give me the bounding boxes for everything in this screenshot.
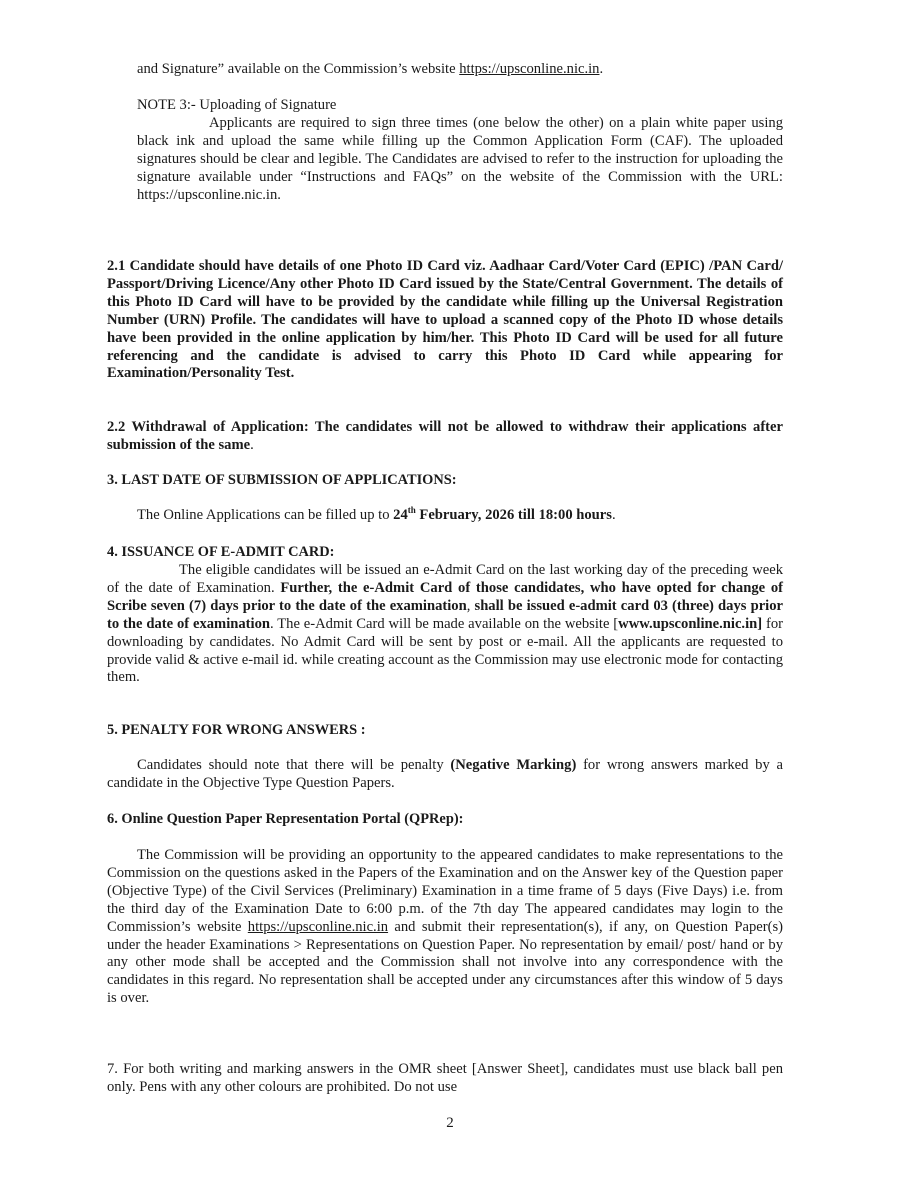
admit-card-website-link[interactable]: www.upsconline.nic.in] xyxy=(618,615,763,632)
note3-title: NOTE 3:- Uploading of Signature xyxy=(137,97,337,113)
negative-marking-text: (Negative Marking) xyxy=(450,757,577,773)
page-number: 2 xyxy=(446,1115,454,1131)
section-2-2-end: . xyxy=(250,436,254,453)
section-4-bold-2: shall be issued e-admit card 03 (three) days prior to the date of examination xyxy=(107,597,784,632)
note3-body: Applicants are required to sign three times (one below the other) on a plain white paper using black ink and upload the same while filling up the Common Application Form (CAF). The uploaded signatures should be clear and legible. The Candidates are advised to refer to the instruction for uploading the signature available under “Instructions and FAQs” on the website of the Commission with the URL: https://upsconline.nic.in. xyxy=(137,115,783,203)
section-6-paragraph xyxy=(107,847,783,1008)
section-6-text-after: and submit their representation(s), if any, on Question Paper(s) under the header Examinations > Representations on Question Paper. No representation by email/ post/ hand or by any other mode shall be accepted and the Commission shall not involve into any correspondence with the candidates in this regard. No representation shall be accepted under any circumstances after this window of 5 days is over. xyxy=(107,918,783,1007)
section-4-paragraph xyxy=(107,562,783,687)
section-3-paragraph xyxy=(137,507,783,525)
section-5-text-before: Candidates should note that there will be penalty xyxy=(137,757,451,773)
section-3-heading: 3. LAST DATE OF SUBMISSION OF APPLICATIONS: xyxy=(107,472,457,488)
section-4-text-2: , xyxy=(466,597,475,614)
section-2-2-text: 2.2 Withdrawal of Application: The candidates will not be allowed to withdraw their applications after submission of the same xyxy=(107,419,783,453)
continuation-paragraph xyxy=(137,61,783,79)
continuation-text: and Signature” available on the Commission’s website xyxy=(137,61,460,77)
section-5-heading: 5. PENALTY FOR WRONG ANSWERS : xyxy=(107,722,366,738)
section-6-heading: 6. Online Question Paper Representation Portal (QPRep): xyxy=(107,811,464,827)
section-4-heading: 4. ISSUANCE OF E-ADMIT CARD: xyxy=(107,544,335,560)
qprep-website-link[interactable]: https://upsconline.nic.in xyxy=(247,918,389,935)
continuation-end: . xyxy=(599,61,604,77)
section-2-2-paragraph xyxy=(107,419,783,455)
deadline-day-suffix: th xyxy=(407,505,416,516)
deadline-date: February, 2026 till 18:00 hours xyxy=(415,507,612,523)
section-5-paragraph xyxy=(107,757,783,793)
upsconline-link[interactable]: https://upsconline.nic.in xyxy=(459,61,600,77)
section-5-text-after: for wrong answers marked by a candidate in the Objective Type Question Papers. xyxy=(107,757,783,791)
section-4-bold-1: Further, the e-Admit Card of those candidates, who have opted for change of Scribe seven (7) days prior to the date of the examination xyxy=(107,579,783,614)
deadline-day: 24 xyxy=(393,507,408,523)
section-4-text-3: . The e-Admit Card will be made available on the website [ xyxy=(270,615,619,632)
section-2-1-paragraph: 2.1 Candidate should have details of one Photo ID Card viz. Aadhaar Card/Voter Card (EPIC) /PAN Card/ Passport/Driving Licence/Any other Photo ID Card issued by the State/Central Government. The details of this Photo ID Card will have to be provided by the candidate while filling up the Universal Registration Number (URN) Profile. The candidates will have to upload a scanned copy of the Photo ID whose details have been provided in the online application by him/her. This Photo ID Card will be used for all future referencing and the candidate is advised to carry this Photo ID Card while appearing for Examination/Personality Test. xyxy=(107,258,783,382)
section-3-end: . xyxy=(611,507,616,523)
section-3-text: The Online Applications can be filled up to xyxy=(137,507,394,523)
section-6-text-before: The Commission will be providing an opportunity to the appeared candidates to make representations to the Commission on the questions asked in the Papers of the Examination and on the Answer key of the Question paper (Objective Type) of the Civil Services (Preliminary) Examination in a time frame of 5 days (Five Days) i.e. from the third day of the Examination Date to 6:00 p.m. of the 7th day The appeared candidates may login to the Commission’s website xyxy=(107,847,783,935)
section-4-text-1: The eligible candidates will be issued an e-Admit Card on the last working day of the preceding week of the date of Examination. xyxy=(107,562,783,596)
section-7-paragraph: 7. For both writing and marking answers in the OMR sheet [Answer Sheet], candidates must use black ball pen only. Pens with any other colours are prohibited. Do not use xyxy=(107,1061,783,1095)
section-4-text-4: for downloading by candidates. No Admit Card will be sent by post or e-mail. All the applicants are requested to provide valid & active e-mail id. while creating account as the Commission may use electronic mode for contacting them. xyxy=(107,615,784,686)
